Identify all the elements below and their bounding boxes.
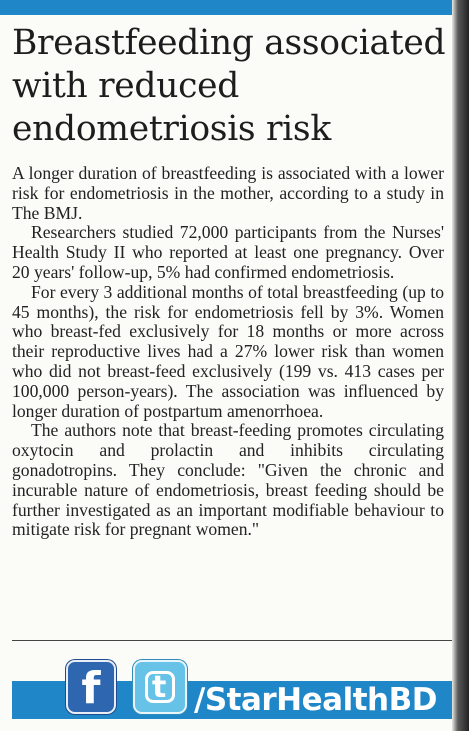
paragraph-1: A longer duration of breastfeeding is associated with a lower risk for endometriosis in the mother, according to a study in The BMJ. (12, 163, 444, 223)
page-edge-shadow (452, 0, 469, 731)
facebook-icon[interactable] (66, 660, 116, 714)
headline-line-2: with reduced (12, 66, 240, 106)
paragraph-4: The authors note that breast-feeding promotes circulating oxytocin and prolactin and inhibits circulating gonadotropins. They conclude: "Given the chronic and incurable nature of endometriosis, breast feeding should be further investigated as an important modifiable behaviour to mitigate risk for pregnant women." (12, 420, 444, 540)
twitter-glyph: t (152, 670, 167, 705)
headline-line-3: endometriosis risk (12, 109, 331, 149)
headline (12, 22, 444, 151)
paragraph-2: Researchers studied 72,000 participants from the Nurses' Health Study II who reported at least one pregnancy. Over 20 years' follow-up, 5% had confirmed endometriosis. (12, 222, 444, 282)
paragraph-3: For every 3 additional months of total breastfeeding (up to 45 months), the risk for endometriosis fell by 3%. Women who breast-fed exclusively for 18 months or more across their reproductive lives had a 27% lower risk than women who did not breast-feed exclusively (199 vs. 413 cases per 100,000 person-years). The association was influenced by longer duration of postpartum amenorrhoea. (12, 281, 444, 421)
twitter-icon[interactable] (133, 660, 187, 714)
facebook-glyph: f (81, 663, 101, 714)
top-color-bar (0, 0, 452, 15)
headline-line-1: Breastfeeding associated (12, 23, 446, 63)
article (12, 22, 444, 540)
footer-divider (12, 640, 452, 641)
article-body (12, 164, 444, 540)
social-handle[interactable]: /StarHealthBD (194, 682, 437, 718)
